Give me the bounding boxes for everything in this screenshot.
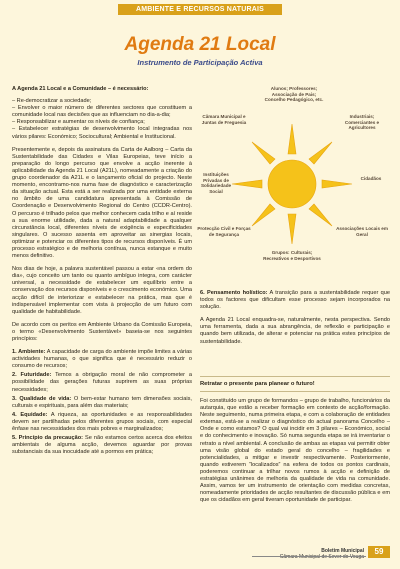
principle-text: O bem-estar humano tem dimensões sociais, culturais e espirituais, para além das materiais; [12,395,192,409]
right-column-bottom [200,398,390,510]
list-item: – Re-democratizar a sociedade; [12,98,92,105]
principle-text: A riqueza, as oportunidades e as responsabilidades devem ser partilhadas pelos diferentes grupos sociais, com especial ênfase nas necessidades dos mais pobres e marginalizados; [12,411,192,433]
stakeholder-label: Protecção Civil e Forças de Segurança [197,226,251,237]
list-item [12,396,192,410]
principle-label: 2. Futuridade: [12,372,52,379]
page-subtitle: Instrumento de Participação Activa [137,58,263,67]
paragraph [200,290,390,311]
stakeholder-label: Instituições Privadas de Solidariedade Social [200,172,232,194]
list-item [12,435,192,456]
stakeholder-label: Grupos: Culturais; Recreativos e Desportivos [263,250,321,261]
list-item: – Estabelecer estratégias de desenvolvimento local integradas nos vários pilares: Económico; Sociocultural; Ambiental e Institucional. [12,126,192,140]
section-box-title: Retratar o presente para planear o futuro! [200,376,390,392]
needs-list [12,98,192,141]
right-column-top [200,290,390,352]
footer [252,548,364,560]
section-heading: A Agenda 21 Local e a Comunidade – é necessário: [12,86,149,92]
stakeholder-label: Cidadãos [360,176,382,181]
list-item [12,349,192,370]
principle-label: 3. Qualidade de vida: [12,395,72,402]
list-item [12,372,192,393]
principle-text: A capacidade de carga do ambiente impõe limites a várias actividades humanas, o que significa que é necessário reduzir o consumo de recursos; [12,349,192,370]
principle-label: 1. Ambiente: [12,349,46,356]
paragraph: A Agenda 21 Local enquadra-se, naturalmente, nesta perspectiva. Sendo uma ferramenta, dada a sua abrangência, de reflexão e participação e quando bem utilizada, de alterar e potenciar na prática estes princípios de sustentabilidade. [200,317,390,345]
principle-text: Se não estamos certos acerca dos efeitos ambientais de alguma acção, devemos aguardar por provas substanciais da sua inocuidade até a pormos em prática; [12,435,192,456]
stakeholder-label: Industriais; Comerciantes e Agricultores [344,114,380,131]
paragraph: Presentemente e, depois da assinatura da Carta de Aalborg – Carta da Sustentabilidade das Cidades e Vilas Europeias, teve início a preparação do longo percurso que envolve a acção inerente à aplicabilidade da Agenda 21 Local (A21L), nomeadamente a criação do grupo coordenador da A21L e o lançamento oficial do projecto. Neste momento, encontramo-nos numa fase de diagnóstico e caracterização da situação actual. Esta está a ser realizada por uma entidade externa no âmbito de uma candidatura apresentada à Comissão de Coordenação e Desenvolvimento Regional do Centro (CCDR-Centro). O percurso é trilhado pelos que melhor conhecem cada trilho e aí reside a sua enorme utilidade, dada a natural adaptabilidade a qualquer circunstância local, diferentes níveis de exigência e especificidades singulares. O sucesso assenta em aproveitar as sinergias locais, optimizar e potenciar os diferentes tipos de recursos disponíveis. É um processo estratégico e de melhoria contínua, nunca estanque e muito menos definitivo. [12,146,192,260]
principle-label: 6. Pensamento holístico: [200,290,268,296]
stakeholder-label: Associações Locais em Geral [336,226,388,237]
left-column [12,86,192,458]
footer-publication: Boletim Municipal [321,548,364,554]
stakeholder-label: Alunos; Professores; Associação de Pais; Concelho Pedagógico, etc. [264,86,324,103]
stakeholder-label: Câmara Municipal e Juntas de Freguesia [201,114,247,125]
principle-text: Temos a obrigação moral de não comprometer a possibilidade das gerações futuras suprirem as suas próprias necessidades; [12,372,192,393]
paragraph: Foi constituído um grupo de formandos – grupo de trabalho, funcionários da autarquia, que estão a receber formação em contexto de acção/formação. Neste seguimento, numa primeira etapa, e com a colaboração de entidades externas, está-se a realizar o diagnóstico do actual panorama Concelho – Onde e como estamos? O qual vai incidir em 3 pilares – Económico, social e do conhecimento e inovação. Só numa segunda etapa se irá inventariar o retrato a nível ambiental. A conclusão de ambas as etapas vai permitir obter uma visão global do estado geral do concelho – fragilidades e potencialidades, a mitigar e investir respectivamente. Posteriormente, quando estiverem “localizados” na esfera de todos os pontos cardinais, poderemos continuar a trilhar novos rumos à acção e definição de estratégias unânimes de melhoria da qualidade de vida na comunidade. Assim, vamos ter um instrumento de orientação com medidas concretas, nomeadamente prioridades de acção resultantes de discussão pública e em que os cidadãos em geral tiveram oportunidade de participar. [200,398,390,504]
page-number: 59 [368,546,390,558]
section-banner: AMBIENTE E RECURSOS NATURAIS [118,4,282,15]
principles-list [12,349,192,456]
paragraph: De acordo com os peritos em Ambiente Urbano da Comissão Europeia, o termo «Desenvolvimento Sustentável» baseia-se nos seguintes princípios: [12,321,192,342]
stakeholder-sun-diagram [196,86,388,274]
page-title: Agenda 21 Local [124,34,276,55]
list-item [12,412,192,433]
list-item: – Envolver o maior número de diferentes sectores que constituem a comunidade local nas decisões que as influenciam no dia-a-dia; [12,105,192,119]
principle-label: 5. Princípio da precaução: [12,435,84,442]
footer-publisher: Câmara Municipal de Sever do Vouga [279,554,364,560]
footer-divider [252,556,366,557]
list-item: – Responsabilizar e aumentar os níveis de confiança; [12,119,145,126]
paragraph: Nos dias de hoje, a palavra sustentável passou a estar «na ordem do dia», cujo conceito um tanto ou quanto ambíguo integra, com carácter universal, a necessidade de estabelecer um equilíbrio entre a conservação dos recursos disponíveis e o crescimento económico. Uma acção difícil de interiorizar e estabelecer na prática, mas que é indispensável implementar com vista à projecção de um futuro com qualidade de habitabilidade. [12,266,192,315]
principle-text: A transição para a sustentabilidade requer que todos os factores que dificultam esse processo sejam incorporados na solução. [200,290,390,311]
principle-label: 4. Equidade: [12,411,48,418]
